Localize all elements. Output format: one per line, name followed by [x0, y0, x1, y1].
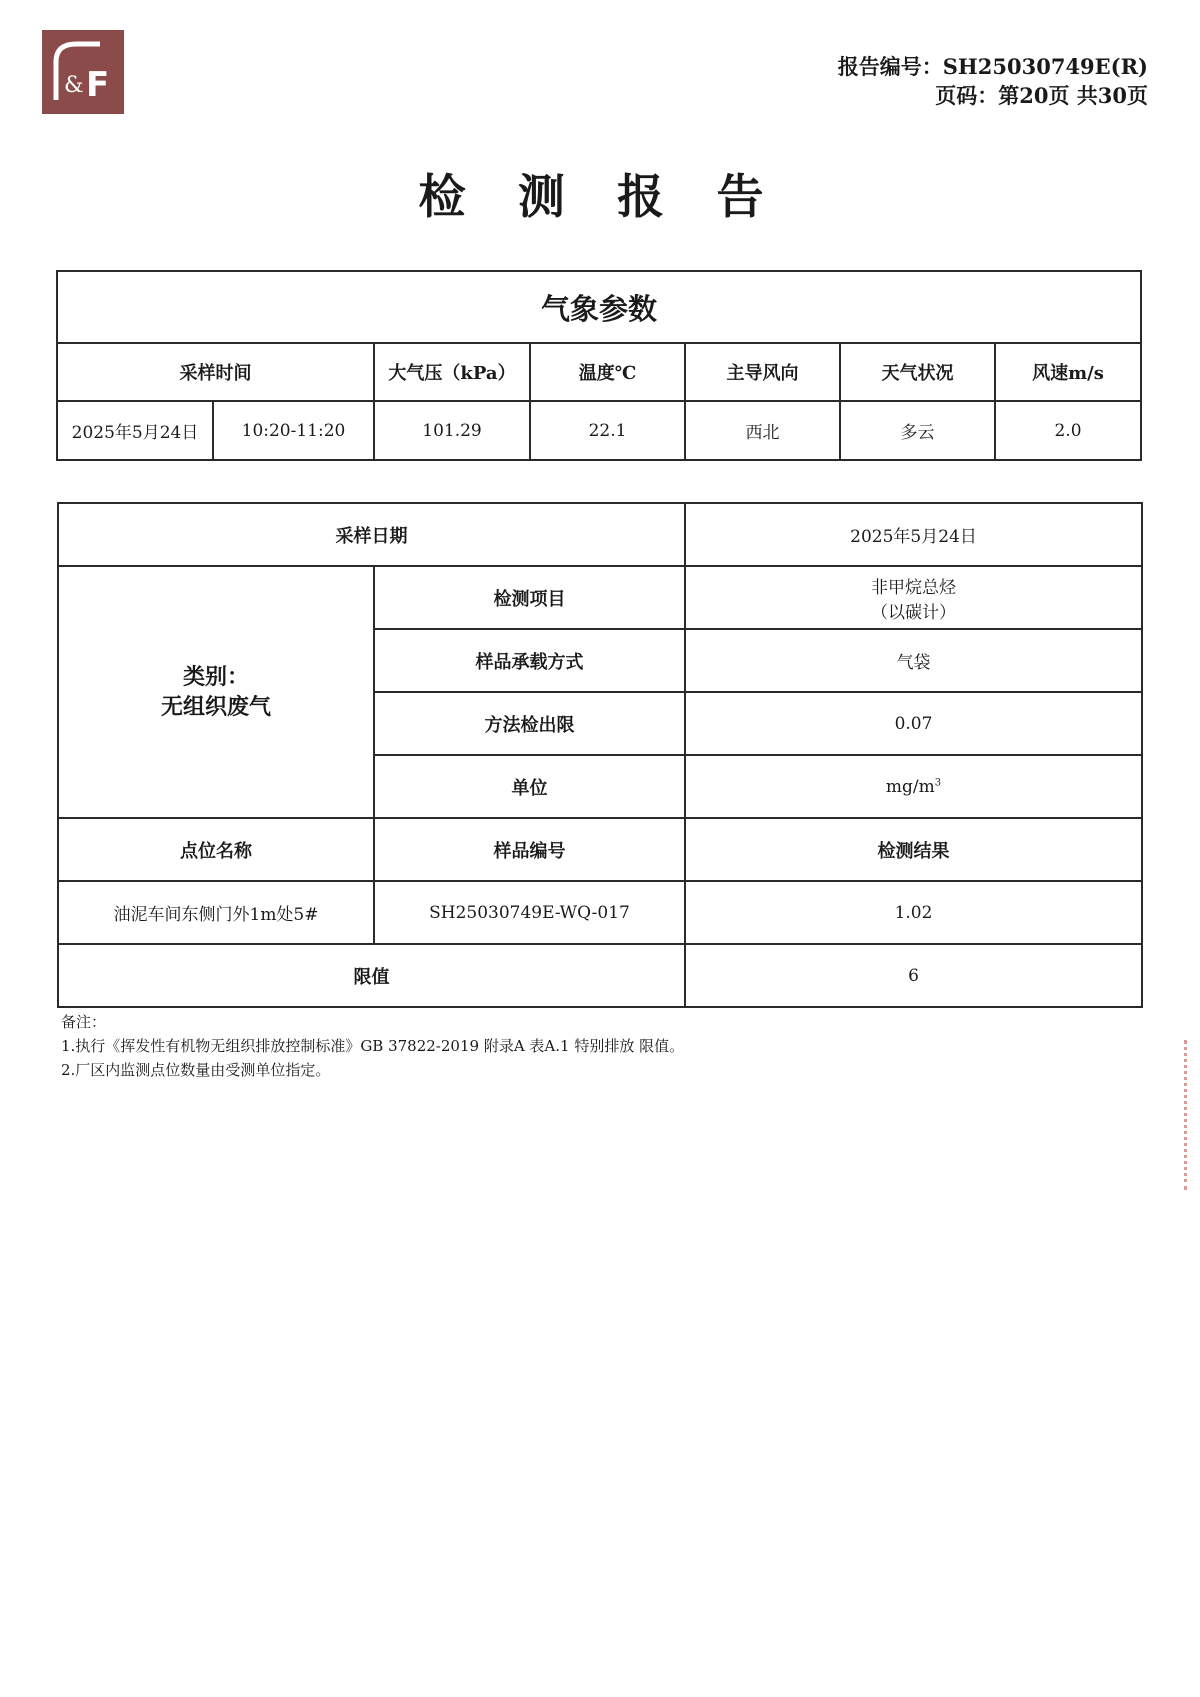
notes-title: 备注：	[61, 1013, 107, 1031]
report-meta	[838, 52, 1148, 110]
sampling-date: 2025年5月24日	[57, 401, 213, 460]
page-label: 页码：	[935, 83, 999, 108]
result-value: 1.02	[685, 881, 1142, 944]
weather-table	[56, 270, 1142, 461]
column-result: 检测结果	[685, 818, 1142, 881]
page-total: 共30页	[1076, 83, 1148, 108]
wind-direction-value: 西北	[685, 401, 840, 460]
notes	[61, 1010, 684, 1082]
column-point-name: 点位名称	[58, 818, 374, 881]
note-2: 2.厂区内监测点位数量由受测单位指定。	[61, 1061, 331, 1079]
test-item-value-line2: （以碳计）	[871, 602, 956, 623]
unit-value	[685, 755, 1142, 818]
detection-limit-label: 方法检出限	[374, 692, 685, 755]
page-current: 第20页	[998, 83, 1070, 108]
report-number: SH25030749E(R)	[942, 54, 1148, 79]
test-item-value-line1: 非甲烷总烃	[871, 577, 956, 598]
report-number-label: 报告编号：	[837, 54, 943, 79]
sample-results-table	[57, 502, 1143, 1008]
report-number-row	[838, 52, 1148, 81]
sampling-time: 10:20-11:20	[213, 401, 374, 460]
weather-value: 多云	[840, 401, 995, 460]
header-wind-direction: 主导风向	[685, 343, 840, 401]
limit-value: 6	[685, 944, 1142, 1007]
unit-label: 单位	[374, 755, 685, 818]
category-cell	[58, 566, 374, 818]
sample-number: SH25030749E-WQ-017	[374, 881, 685, 944]
seal-stamp-edge	[1184, 1040, 1197, 1190]
header-weather: 天气状况	[840, 343, 995, 401]
wind-speed-value: 2.0	[995, 401, 1141, 460]
temperature-value: 22.1	[530, 401, 685, 460]
header-wind-speed: 风速m/s	[995, 343, 1141, 401]
category-label: 类别：	[182, 664, 249, 690]
company-logo	[42, 30, 124, 114]
carrier-value: 气袋	[685, 629, 1142, 692]
limit-label: 限值	[58, 944, 685, 1007]
sampling-date-value: 2025年5月24日	[685, 503, 1142, 566]
header-temperature: 温度℃	[530, 343, 685, 401]
carrier-label: 样品承载方式	[374, 629, 685, 692]
note-1: 1.执行《挥发性有机物无组织排放控制标准》GB 37822-2019 附录A 表A.1 特别排放 限值。	[61, 1037, 685, 1055]
page-number-row	[838, 81, 1148, 110]
header-sampling-time: 采样时间	[57, 343, 374, 401]
svg-text:&: &	[64, 73, 84, 98]
unit-superscript: 3	[934, 776, 942, 788]
header-pressure: 大气压（kPa）	[374, 343, 530, 401]
document-title: 检 测 报 告	[418, 170, 782, 225]
category-value: 无组织废气	[160, 694, 271, 720]
detection-limit-value: 0.07	[685, 692, 1142, 755]
unit-text: mg/m	[885, 776, 935, 797]
sampling-date-label: 采样日期	[58, 503, 685, 566]
column-sample-number: 样品编号	[374, 818, 685, 881]
test-item-value	[685, 566, 1142, 629]
point-name: 油泥车间东侧门外1m处5#	[58, 881, 374, 944]
weather-caption: 气象参数	[57, 271, 1141, 343]
pressure-value: 101.29	[374, 401, 530, 460]
svg-text:F: F	[86, 65, 110, 105]
test-item-label: 检测项目	[374, 566, 685, 629]
